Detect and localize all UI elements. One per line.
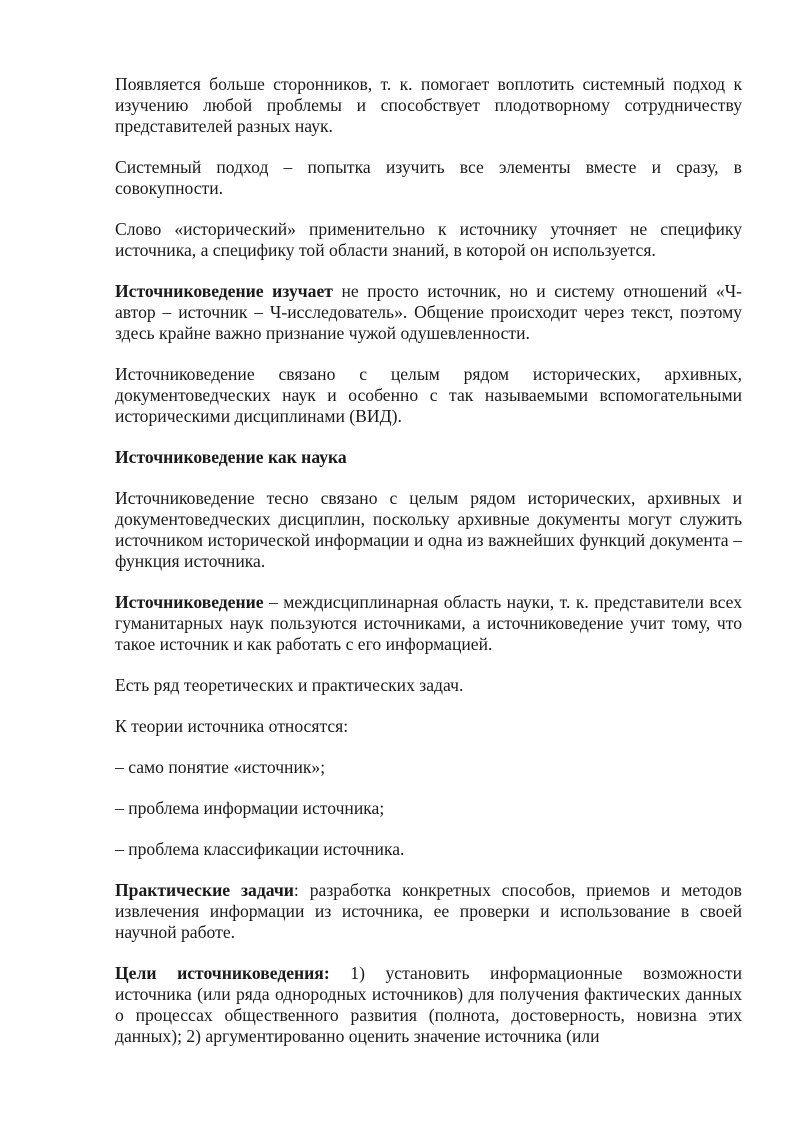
paragraph-text: Есть ряд теоретических и практических задач. <box>115 675 464 695</box>
paragraph-text: Появляется больше сторонников, т. к. помогает воплотить системный подход к изучению любой проблемы и способствует плодотворному сотрудничеству представителей разных наук. <box>115 74 742 136</box>
document-page <box>115 74 742 1067</box>
paragraph-interdisciplinary <box>115 592 742 655</box>
paragraph-bold-lead: Цели источниковедения: <box>115 963 330 983</box>
paragraph-bold-lead: Источниковедение изучает <box>115 281 333 301</box>
paragraph-text: 1) установить информационные возможности источника (или ряда однородных источников) для получения фактических данных о процессах общественного развития (полнота, достоверность, новизна этих данных); 2) аргументированно оценить значение источника (или <box>115 963 742 1046</box>
list-item <box>115 839 742 860</box>
list-item <box>115 757 742 778</box>
paragraph-text: – междисциплинарная область науки, т. к. представители всех гуманитарных наук пользуются источниками, а источниковедение учит тому, что такое источник и как работать с его информацией. <box>115 592 742 654</box>
paragraph-text: Системный подход – попытка изучить все элементы вместе и сразу, в совокупности. <box>115 157 742 198</box>
paragraph-text: Слово «исторический» применительно к источнику уточняет не специфику источника, а специфику той области знаний, в которой он используется. <box>115 219 742 260</box>
paragraph-studies <box>115 281 742 344</box>
paragraph-historical-word <box>115 219 742 261</box>
paragraph-systems-approach-supporters <box>115 74 742 137</box>
list-item-text: – проблема информации источника; <box>115 798 385 818</box>
list-item <box>115 798 742 819</box>
paragraph-text: К теории источника относятся: <box>115 716 349 736</box>
paragraph-tasks <box>115 675 742 696</box>
paragraph-bold-lead: Источниковедение <box>115 592 264 612</box>
paragraph-text: : разработка конкретных способов, приемов и методов извлечения информации из источника, ее проверки и использование в своей научной работе. <box>115 880 742 942</box>
paragraph-text: не просто источник, но и систему отношений «Ч-автор – источник – Ч-исследователь». Общение происходит через текст, поэтому здесь крайне важно признание чужой одушевленности. <box>115 281 742 343</box>
section-heading <box>115 447 742 468</box>
list-item-text: – само понятие «источник»; <box>115 757 326 777</box>
paragraph-theory-intro <box>115 716 742 737</box>
paragraph-related-disciplines <box>115 364 742 427</box>
paragraph-bold-lead: Практические задачи <box>115 880 294 900</box>
paragraph-goals <box>115 963 742 1047</box>
list-item-text: – проблема классификации источника. <box>115 839 405 859</box>
paragraph-archival-documents <box>115 488 742 572</box>
section-heading-text: Источниковедение как наука <box>115 447 347 467</box>
paragraph-practical-tasks <box>115 880 742 943</box>
paragraph-systems-approach-definition <box>115 157 742 199</box>
paragraph-text: Источниковедение связано с целым рядом исторических, архивных, документоведческих наук и особенно с так называемыми вспомогательными историческими дисциплинами (ВИД). <box>115 364 742 426</box>
paragraph-text: Источниковедение тесно связано с целым рядом исторических, архивных и документоведческих дисциплин, поскольку архивные документы могут служить источником исторической информации и одна из важнейших функций документа – функция источника. <box>115 488 742 571</box>
